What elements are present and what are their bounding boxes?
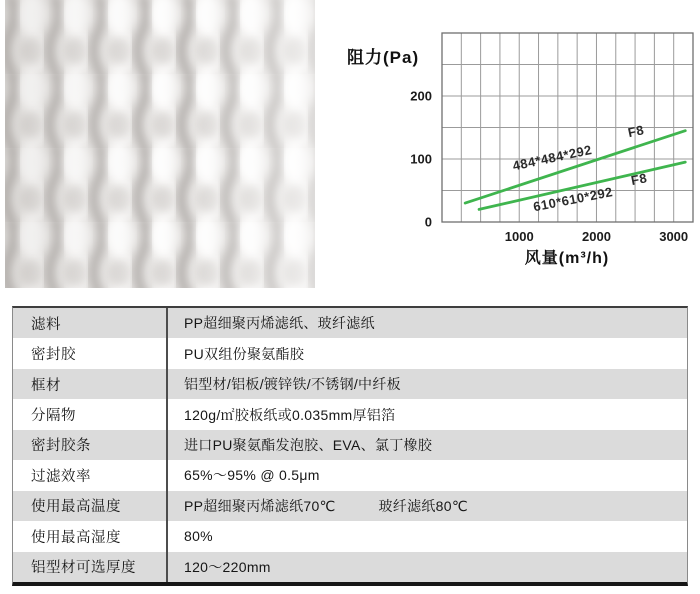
x-tick-label: 3000 (659, 229, 689, 244)
series-label: 610*610*292 (532, 184, 615, 215)
spec-label: 分隔物 (13, 399, 168, 429)
series-label: 484*484*292 (511, 141, 594, 174)
spec-table (12, 306, 688, 586)
table-row (13, 308, 687, 338)
spec-value: PU双组份聚氨酯胶 (184, 345, 305, 362)
x-axis-title: 风量(m³/h) (524, 250, 610, 267)
spec-label: 铝型材可选厚度 (13, 552, 168, 582)
table-row (13, 399, 687, 429)
spec-label: 使用最高湿度 (13, 521, 168, 551)
spec-value: PP超细聚丙烯滤纸、玻纤滤纸 (184, 315, 375, 332)
spec-value: 120g/㎡胶板纸或0.035mm厚铝箔 (184, 406, 396, 423)
x-tick-label: 2000 (582, 229, 611, 244)
spec-value: 120～220mm (184, 558, 271, 575)
series-grade-label: F8 (626, 122, 646, 141)
spec-label: 框材 (13, 369, 168, 399)
table-row (13, 369, 687, 399)
table-row (13, 460, 687, 490)
y-tick-label: 200 (410, 88, 432, 104)
spec-value: 80% (184, 528, 213, 545)
y-tick-label: 100 (410, 151, 432, 167)
spec-value: 铝型材/铝板/镀锌铁/不锈钢/中纤板 (184, 376, 401, 393)
table-row (13, 552, 687, 582)
spec-label: 使用最高温度 (13, 491, 168, 521)
y-axis-title: 阻力(Pa) (347, 48, 420, 67)
spec-value: 65%～95% @ 0.5μm (184, 467, 320, 484)
spec-value: PP超细聚丙烯滤纸70℃ 玻纤滤纸80℃ (184, 497, 468, 514)
spec-label: 滤料 (13, 308, 168, 338)
table-row (13, 521, 687, 551)
x-tick-label: 1000 (504, 229, 534, 244)
y-tick-label: 0 (424, 214, 432, 230)
series-grade-label: F8 (629, 170, 649, 189)
table-row (13, 491, 687, 521)
filter-media-photo (5, 0, 315, 288)
spec-label: 密封胶条 (13, 430, 168, 460)
spec-label: 密封胶 (13, 338, 168, 368)
table-row (13, 430, 687, 460)
table-row (13, 338, 687, 368)
spec-value: 进口PU聚氨酯发泡胶、EVA、氯丁橡胶 (184, 436, 433, 453)
pressure-airflow-chart (335, 15, 700, 280)
pleated-texture-image (5, 0, 315, 288)
spec-label: 过滤效率 (13, 460, 168, 490)
